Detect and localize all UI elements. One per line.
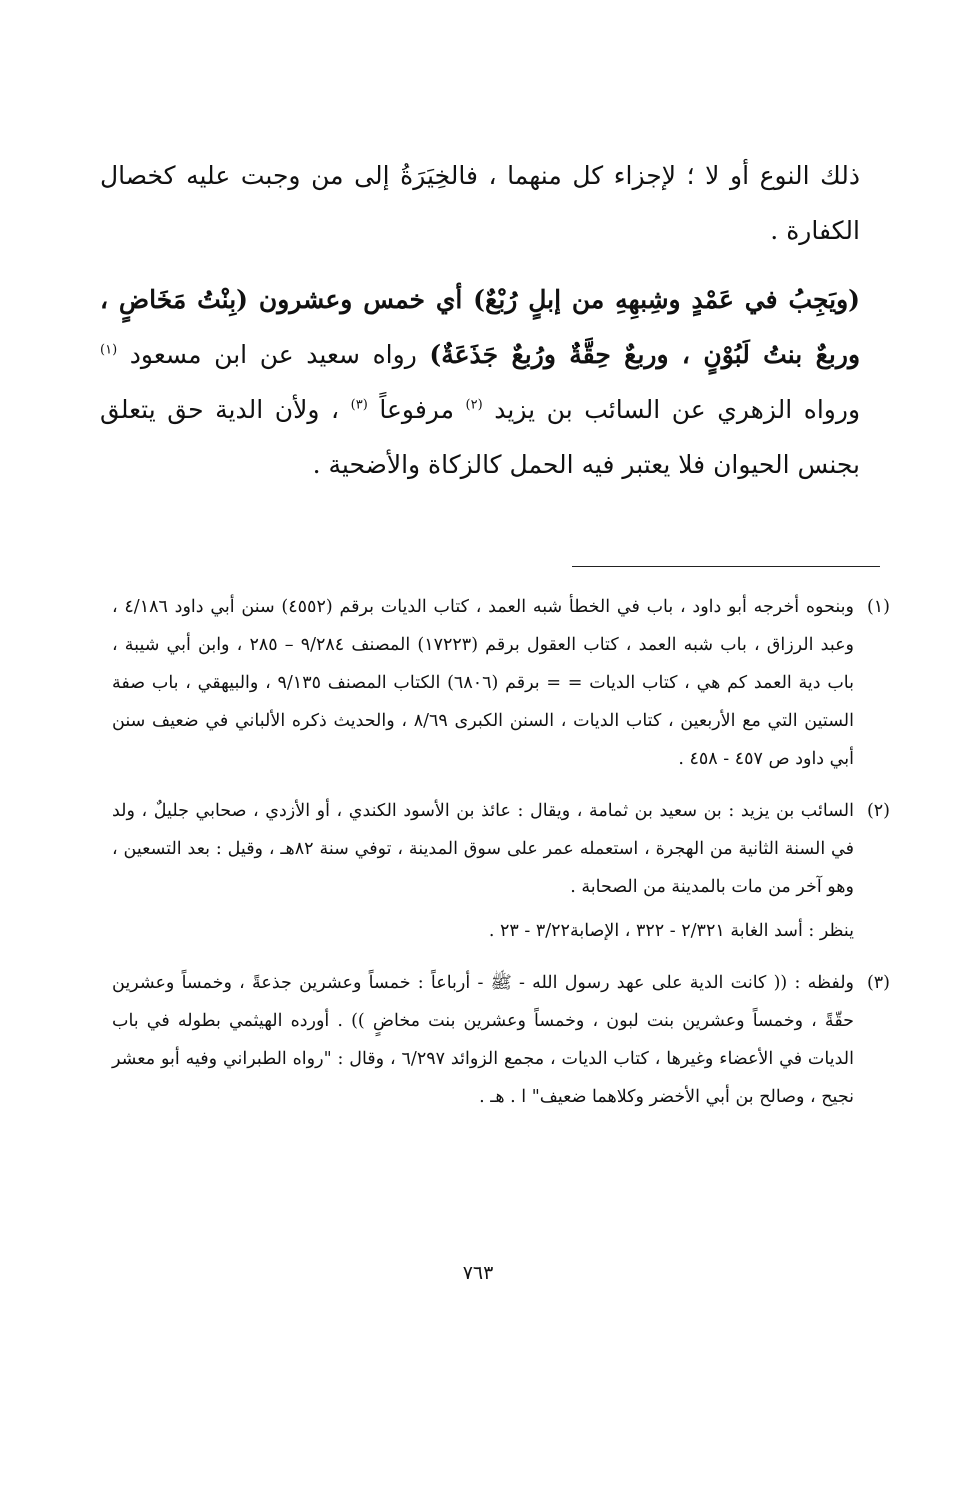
- footnote-ref-2[interactable]: (٢): [465, 397, 483, 413]
- footnote-separator: [572, 566, 880, 567]
- footnote-ref-3[interactable]: (٣): [350, 397, 368, 413]
- footnote-text: ولفظه : (( كانت الدية على عهد رسول الله - ﷺ - أرباعاً : خمساً وعشرين جذعةً ، وخمساً وعشرين حقّةً ، وخمساً وعشرين بنت لبون ، وخمساً وعشرين بنت مخاضٍ )) . أورده الهيثمي بطوله في باب الديات في الأعضاء وغيرها ، كتاب الديات ، مجمع الزوائد ٦/٢٩٧ ، وقال : "رواه الطبراني وفيه أبو معشر نجيح ، وصالح بن أبي الأخضر وكلاهما ضعيف" ا . هـ .: [112, 973, 854, 1107]
- footnote-1: [112, 588, 890, 778]
- footnote-number: (١): [866, 597, 890, 617]
- paragraph-intro: ذلك النوع أو لا ؛ لإجزاء كل منهما ، فالخِيَرَةُ إلى من وجبت عليه كخصال الكفارة .: [100, 161, 860, 245]
- page-number: ٧٦٣: [462, 1262, 494, 1284]
- footnotes-section: [112, 588, 890, 1130]
- footnote-number: (٣): [866, 973, 890, 993]
- footnote-text: وبنحوه أخرجه أبو داود ، باب في الخطأ شبه العمد ، كتاب الديات برقم (٤٥٥٢) سنن أبي داود ٤/١٨٦ ، وعبد الرزاق ، باب شبه العمد ، كتاب العقول برقم (١٧٢٢٣) المصنف ٩/٢٨٤ – ٢٨٥ ، وابن أبي شيبة ، باب دية العمد كم هي ، كتاب الديات = = برقم (٦٨٠٦) الكتاب المصنف ٩/١٣٥ ، والبيهقي ، باب صفة الستين التي مع الأربعين ، كتاب الديات ، السنن الكبرى ٨/٦٩ ، والحديث ذكره الألباني في ضعيف سنن أبي داود ص ٤٥٧ - ٤٥٨ .: [112, 597, 855, 769]
- commentary-a: رواه سعيد عن ابن مسعود: [129, 340, 417, 369]
- commentary-d: ، ولأن الدية حق يتعلق بجنس الحيوان فلا يعتبر فيه الحمل كالزكاة والأضحية .: [100, 395, 860, 479]
- footnote-ref-1[interactable]: (١): [100, 342, 118, 358]
- footnote-number: (٢): [866, 801, 890, 821]
- main-text-block: [100, 148, 860, 492]
- footnote-text: السائب بن يزيد : بن سعيد بن ثمامة ، ويقال : عائذ بن الأسود الكندي ، أو الأزدي ، صحابي جليلٌ ، ولد في السنة الثانية من الهجرة ، استعمله عمر على سوق المدينة ، توفي سنة ٨٢هـ ، وقيل : بعد التسعين ، وهو آخر من مات بالمدينة من الصحابة .: [112, 801, 855, 897]
- footnote-3: [112, 964, 890, 1116]
- commentary-b: ورواه الزهري عن السائب بن يزيد: [494, 395, 861, 424]
- footnote-2: [112, 792, 890, 950]
- commentary-c: مرفوعاً: [379, 395, 454, 424]
- paragraph-matn: [100, 272, 860, 492]
- matn-text: (ويَجِبُ في عَمْدٍ وشِبهِهِ من إبلٍ رُبْعٌ) أي خمس وعشرون (بِنْتُ مَخَاضٍ ، وربعٌ بنتُ لَبُوْنٍ ، وربعٌ حِقَّةٌ ورُبعٌ جَذَعَةٌ): [100, 285, 861, 369]
- footnote-reference-line: ينظر : أسد الغابة ٢/٣٢١ - ٣٢٢ ، الإصابة٣/٢٢ - ٢٣ .: [488, 921, 854, 941]
